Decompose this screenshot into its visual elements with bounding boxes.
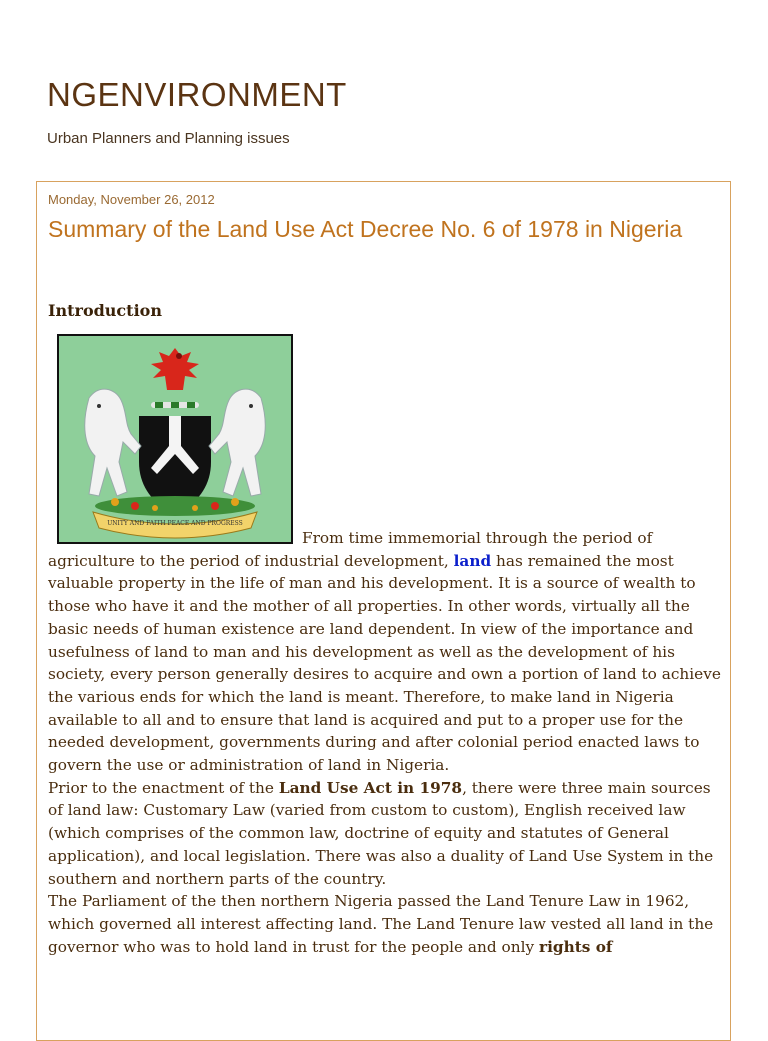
flowers-icon [95,496,255,516]
blog-title[interactable]: NGENVIRONMENT [47,76,347,113]
land-link[interactable]: land [453,551,492,570]
paragraph-2-text-a: Prior to the enactment of the [48,778,279,797]
paragraph-1-text-b: has remained the most valuable property in the life of man and his development. It is a source of wealth to those who have it and the mother of all properties. In other words, virtually all the basic needs of human existence are land dependent. In view of the importance and usefulness of land to man and his development as well as the development of his society, every person generally desires to acquire and own a portion of land to achieve the various ends for which the land is meant. Therefore, to make land in Nigeria available to all and to ensure that land is acquired and put to a proper use for the needed development, governments during and after colonial period enacted laws to govern the use or administration of land in Nigeria. [48,551,721,775]
post-body [48,300,724,958]
post-title[interactable]: Summary of the Land Use Act Decree No. 6 of 1978 in Nigeria [48,216,683,242]
intro-heading: Introduction [48,301,162,320]
post-container [36,181,731,1041]
paragraph-2-text-b: , there were three main sources of land law: Customary Law (varied from custom to custom), English received law (which comprises of the common law, doctrine of equity and statutes of General application), and local legislation. There was also a duality of Land Use System in the southern and northern parts of the country. [48,778,714,888]
paragraph-1-text-a: From time immemorial through the period of agriculture to the period of industrial development, [48,529,653,570]
post-date: Monday, November 26, 2012 [48,192,215,207]
paragraph-3 [48,890,724,958]
paragraph-3-text-a: The Parliament of the then northern Nigeria passed the Land Tenure Law in 1962, which governed all interest affecting land. The Land Tenure law vested all land in the governor who was to hold land in trust for the people and only [48,892,714,956]
blog-description: Urban Planners and Planning issues [47,130,290,147]
paragraph-2 [48,777,724,891]
svg-text:UNITY AND FAITH PEACE AND PROG: UNITY AND FAITH PEACE AND PROGRESS [107,520,243,527]
coat-of-arms-icon [59,336,291,542]
land-use-act-bold: Land Use Act in 1978 [278,778,463,797]
rights-of-bold: rights of [539,937,613,956]
nigeria-coat-of-arms-image [57,334,293,544]
